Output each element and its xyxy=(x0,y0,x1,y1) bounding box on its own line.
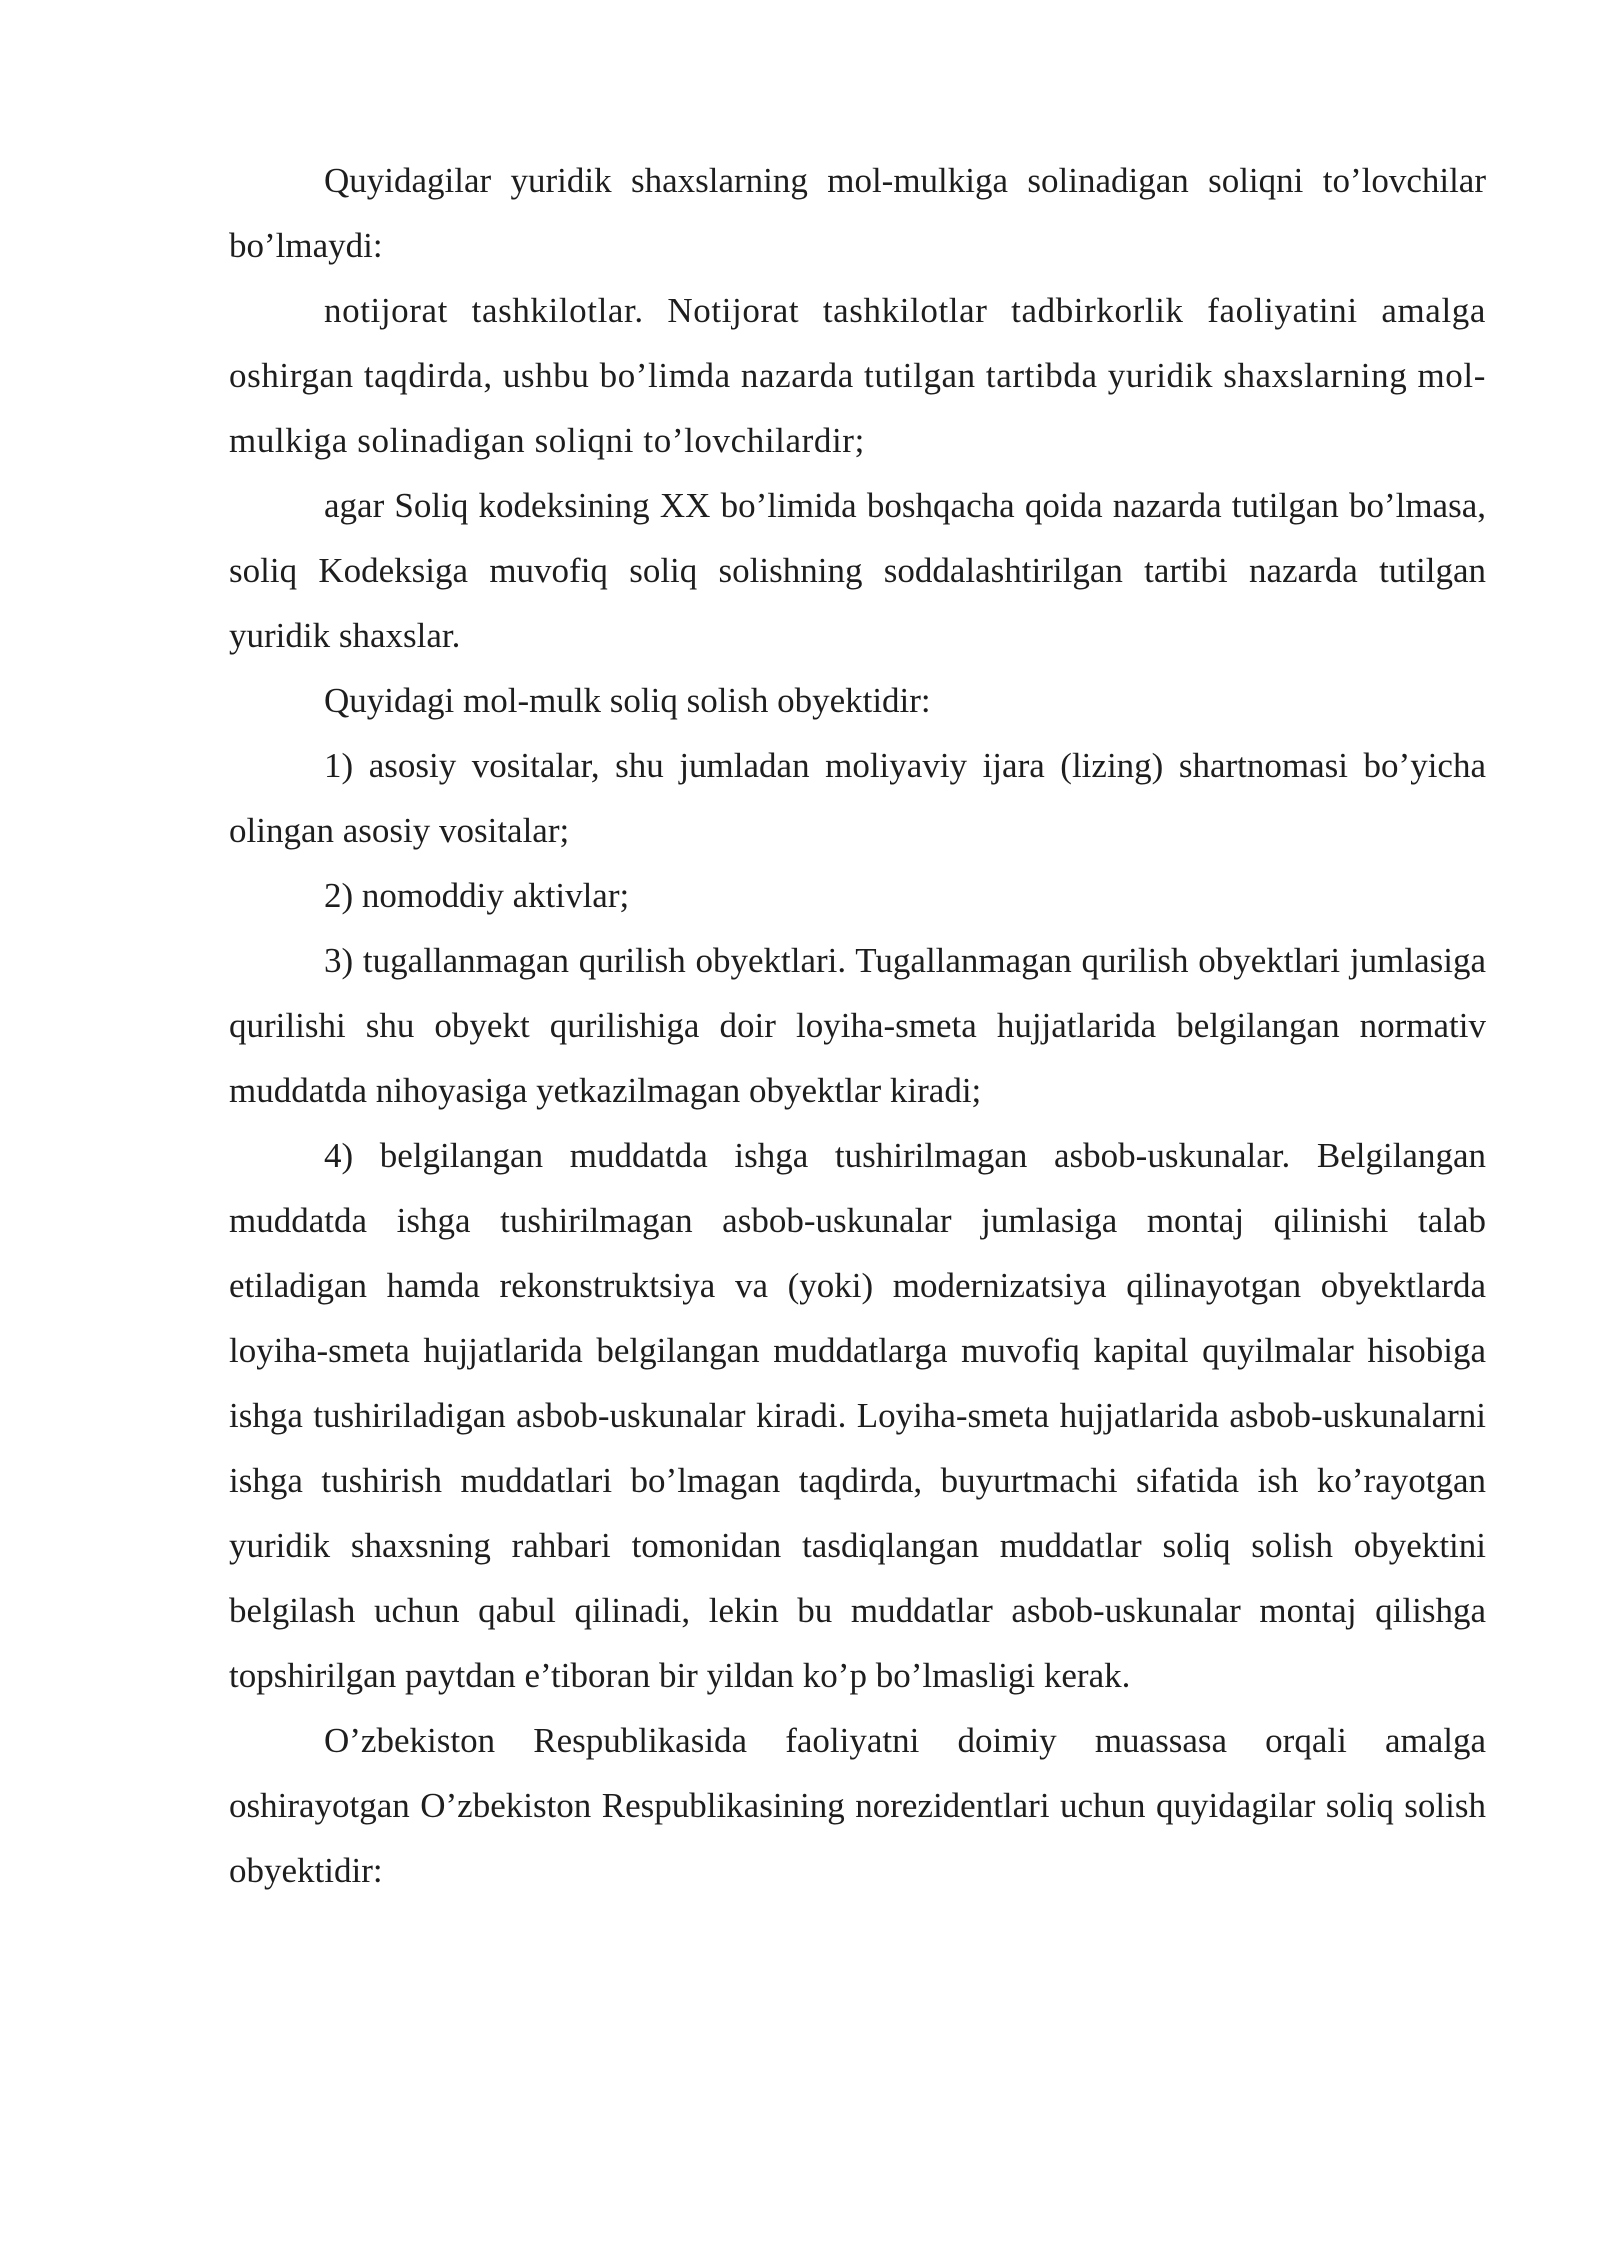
paragraph-non-residents: O’zbekiston Respublikasida faoliyatni doimiy muassasa orqali amalga oshirayotgan O’zbekiston Respublikasining norezidentlari uchun quyidagilar soliq solish obyektidir: xyxy=(229,1721,1486,1890)
list-item-intangible-assets: 2) nomoddiy aktivlar; xyxy=(324,876,630,915)
list-item-uninstalled-equipment: 4) belgilangan muddatda ishga tushirilmagan asbob-uskunalar. Belgilangan muddatda ishga tushirilmagan asbob-uskunalar jumlasiga montaj qilinishi talab etiladigan hamda rekonstruktsiya va (yoki) modernizatsiya qilinayotgan obyektlarda loyiha-smeta hujjatlarida belgilangan muddatlarga muvofiq kapital quyilmalar hisobiga ishga tushiriladigan asbob-uskunalar kiradi. Loyiha-smeta hujjatlarida asbob-uskunalarni ishga tushirish muddatlari bo’lmagan taqdirda, buyurtmachi sifatida ish ko’rayotgan yuridik shaxsning rahbari tomonidan tasdiqlangan muddatlar soliq solish obyektini belgilash uchun qabul qilinadi, lekin bu muddatlar asbob-uskunalar montaj qilishga topshirilgan paytdan e’tiboran bir yildan ko’p bo’lmasligi kerak. xyxy=(229,1136,1486,1695)
list-item-unfinished-construction: 3) tugallanmagan qurilish obyektlari. Tugallanmagan qurilish obyektlari jumlasiga qurilishi shu obyekt qurilishiga doir loyiha-smeta hujjatlarida belgilangan normativ muddatda nihoyasiga yetkazilmagan obyektlar kiradi; xyxy=(229,941,1486,1110)
paragraph-simplified-taxation: agar Soliq kodeksining XX bo’limida boshqacha qoida nazarda tutilgan bo’lmasa, soliq Kodeksiga muvofiq soliq solishning soddalashtirilgan tartibi nazarda tutilgan yuridik shaxslar. xyxy=(229,486,1486,655)
paragraph-non-profit-organizations: notijorat tashkilotlar. Notijorat tashkilotlar tadbirkorlik faoliyatini amalga oshirgan taqdirda, ushbu bo’limda nazarda tutilgan tartibda yuridik shaxslarning mol-mulkiga solinadigan soliqni to’lovchilardir; xyxy=(229,291,1486,460)
paragraph-non-payers-intro: Quyidagilar yuridik shaxslarning mol-mulkiga solinadigan soliqni to’lovchilar bo’lmaydi: xyxy=(229,161,1486,265)
list-item-fixed-assets: 1) asosiy vositalar, shu jumladan moliyaviy ijara (lizing) shartnomasi bo’yicha olingan asosiy vositalar; xyxy=(229,746,1486,850)
document-body xyxy=(229,148,1486,1903)
paragraph-taxable-objects-intro: Quyidagi mol-mulk soliq solish obyektidir: xyxy=(324,681,931,720)
